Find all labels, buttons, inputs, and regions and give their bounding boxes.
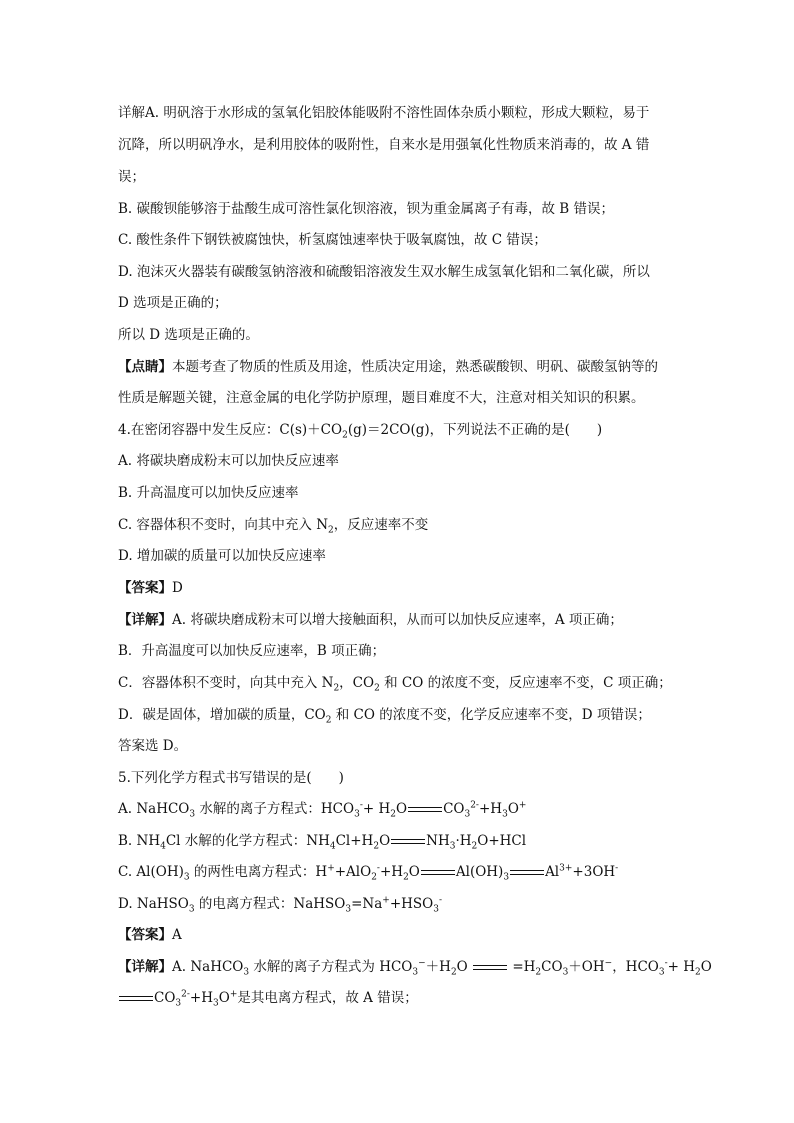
text-segment: C. 容器体积不变时，向其中充入 N [118, 517, 329, 533]
text-line: 所以 D 选项是正确的。 [118, 327, 259, 343]
text-line: 5.下列化学方程式书写错误的是( ) [118, 770, 344, 786]
text-line [118, 421, 602, 439]
text-segment: 和 CO 的浓度不变，反应速率不变，C 项正确； [379, 675, 672, 691]
text-segment: O [456, 959, 473, 975]
text-segment: A [172, 927, 182, 943]
subscript: 3 [658, 967, 665, 978]
text-segment: NH [426, 833, 450, 849]
superscript: - [664, 958, 668, 969]
text-segment: +HSO [389, 896, 434, 912]
superscript: - [359, 800, 363, 811]
text-line [118, 579, 183, 597]
text-line: D 选项是正确的； [118, 295, 228, 311]
text-segment: D [172, 580, 183, 596]
text-line [118, 358, 658, 376]
subscript: 2 [471, 841, 478, 852]
text-segment: 水解的离子方程式为 HCO [249, 959, 413, 975]
subscript: 2 [535, 967, 542, 978]
text-line: C. 酸性条件下钢铁被腐蚀快，析氢腐蚀速率快于吸氧腐蚀，故 C 错误； [118, 232, 547, 248]
text-segment: +H [478, 801, 503, 817]
subscript: 3 [213, 998, 219, 1009]
superscript: 3+ [559, 863, 573, 874]
text-segment: C．容器体积不变时，向其中充入 N [118, 675, 334, 691]
subscript: 2 [328, 525, 334, 536]
text-line [118, 516, 428, 534]
text-line: D. 增加碳的质量可以加快反应速率 [118, 548, 326, 564]
superscript: + [382, 895, 390, 906]
text-segment: O [507, 801, 519, 817]
superscript: - [438, 895, 443, 906]
text-segment: ，反应速率不变 [333, 517, 429, 533]
text-segment: Al [545, 864, 560, 880]
text-line: B. 升高温度可以加快反应速率 [118, 485, 299, 501]
subscript: 2 [342, 430, 348, 441]
text-segment: 本题考查了物质的性质及用途，性质决定用途，熟悉碳酸钡、明矾、碳酸氢钠等的 [172, 359, 658, 375]
text-segment: ，CO [339, 675, 375, 691]
equilibrium-arrow-icon [510, 869, 544, 877]
text-line [118, 611, 623, 629]
text-segment: CO [443, 801, 465, 817]
text-line: 性质是解题关键，注意金属的电化学防护原理，题目难度不大，注意对相关知识的积累。 [118, 390, 645, 406]
section-marker: 【点睛】 [118, 359, 172, 375]
text-segment: =H [508, 959, 536, 975]
text-line: B．升高温度可以加快反应速率，B 项正确； [118, 643, 386, 659]
superscript: 2- [181, 989, 190, 1000]
text-segment: CO [154, 990, 176, 1006]
section-marker: 【答案】 [118, 927, 172, 943]
subscript: 3 [502, 809, 508, 820]
text-line [118, 674, 672, 692]
text-segment: 水解的离子方程式：HCO [195, 801, 355, 817]
text-segment: O [379, 833, 391, 849]
superscript: - [376, 863, 380, 874]
subscript: 3 [189, 809, 196, 820]
subscript: 2 [373, 841, 380, 852]
text-segment: +H [379, 864, 404, 880]
superscript: + [518, 800, 527, 811]
subscript: 3 [354, 809, 360, 820]
equilibrium-arrow-icon [408, 806, 442, 814]
text-segment: B. NH [118, 833, 161, 849]
equilibrium-arrow-icon [473, 964, 507, 972]
text-line [118, 800, 526, 818]
subscript: 3 [449, 841, 456, 852]
text-line: 详解A. 明矾溶于水形成的氢氧化铝胶体能吸附不溶性固体杂质小颗粒，形成大颗粒，易于 [118, 105, 650, 121]
subscript: 2 [695, 967, 701, 978]
text-segment: O [700, 959, 712, 975]
text-segment: O+HCl [477, 833, 527, 849]
superscript: − [418, 958, 426, 969]
text-segment: 和 CO 的浓度不变，化学反应速率不变，D 项错误； [331, 707, 651, 723]
superscript: + [229, 989, 238, 1000]
text-line: B. 碳酸钡能够溶于盐酸生成可溶性氯化钡溶液，钡为重金属离子有毒，故 B 错误； [118, 201, 615, 217]
subscript: 4 [160, 841, 166, 852]
superscript: + [327, 863, 335, 874]
equilibrium-arrow-icon [119, 995, 153, 1003]
subscript: 2 [403, 872, 409, 883]
subscript: 3 [412, 967, 419, 978]
text-segment: 4.在密闭容器中发生反应：C(s)＋CO [118, 422, 343, 438]
text-segment: +3OH [572, 864, 616, 880]
text-segment: CO [541, 959, 563, 975]
text-segment: ·H [455, 833, 472, 849]
text-segment: (g)＝2CO(g)，下列说法不正确的是( ) [347, 422, 603, 438]
text-segment: ＋H [425, 959, 451, 975]
text-segment: 的电离方程式：NaHSO [194, 896, 346, 912]
subscript: 3 [188, 904, 195, 915]
text-segment: A. NaHCO [172, 959, 244, 975]
text-segment: + H [667, 959, 696, 975]
text-segment: 是其电离方程式，故 A 错误； [237, 990, 418, 1006]
subscript: 2 [450, 967, 457, 978]
section-marker: 【详解】 [118, 612, 172, 628]
subscript: 2 [374, 683, 380, 694]
equilibrium-arrow-icon [421, 869, 455, 877]
text-segment: A. NaHCO [118, 801, 190, 817]
text-segment: D．碳是固体，增加碳的质量，CO [118, 707, 326, 723]
subscript: 3 [464, 809, 471, 820]
section-marker: 【答案】 [118, 580, 172, 596]
text-segment: 的两性电离方程式：H [189, 864, 328, 880]
text-line: 沉降，所以明矾净水，是利用胶体的吸附性，自来水是用强氧化性物质来消毒的，故 A 错 [118, 137, 650, 153]
subscript: 2 [371, 872, 377, 883]
text-line: 答案选 D。 [118, 738, 188, 754]
subscript: 3 [562, 967, 569, 978]
equilibrium-arrow-icon [391, 838, 425, 846]
superscript: - [615, 863, 619, 874]
subscript: 3 [503, 872, 510, 883]
text-segment: A. 将碳块磨成粉末可以增大接触面积，从而可以加快反应速率，A 项正确； [172, 612, 623, 628]
subscript: 3 [175, 998, 182, 1009]
text-segment: Cl+H [335, 833, 374, 849]
text-line [118, 895, 442, 913]
subscript: 2 [333, 683, 340, 694]
subscript: 2 [390, 809, 396, 820]
text-segment: =Na [351, 896, 383, 912]
text-segment: +H [189, 990, 214, 1006]
subscript: 3 [345, 904, 352, 915]
text-line: A. 将碳块磨成粉末可以加快反应速率 [118, 453, 339, 469]
text-line [118, 926, 182, 944]
text-line [118, 989, 418, 1007]
text-segment: D. NaHSO [118, 896, 189, 912]
text-segment: C. Al(OH) [118, 864, 184, 880]
subscript: 3 [433, 904, 439, 915]
text-segment: ，HCO [612, 959, 659, 975]
superscript: − [604, 958, 613, 969]
subscript: 4 [329, 841, 336, 852]
text-line [118, 706, 651, 724]
text-segment: ＋OH [568, 959, 605, 975]
text-segment: O [395, 801, 408, 817]
text-segment: Al(OH) [455, 864, 504, 880]
subscript: 3 [183, 872, 190, 883]
text-line: 误； [118, 169, 145, 185]
subscript: 2 [325, 715, 332, 726]
text-segment: Cl 水解的化学方程式：NH [165, 833, 330, 849]
superscript: 2- [470, 800, 479, 811]
subscript: 3 [243, 967, 250, 978]
section-marker: 【详解】 [118, 959, 172, 975]
text-line [118, 958, 712, 976]
text-line [118, 832, 526, 850]
text-line [118, 863, 618, 881]
text-segment: +AlO [334, 864, 372, 880]
text-segment: O [218, 990, 230, 1006]
text-line: D. 泡沫灭火器装有碳酸氢钠溶液和硫酸铝溶液发生双水解生成氢氧化铝和二氧化碳，所以 [118, 264, 650, 280]
text-segment: O [408, 864, 420, 880]
text-segment: + H [362, 801, 391, 817]
